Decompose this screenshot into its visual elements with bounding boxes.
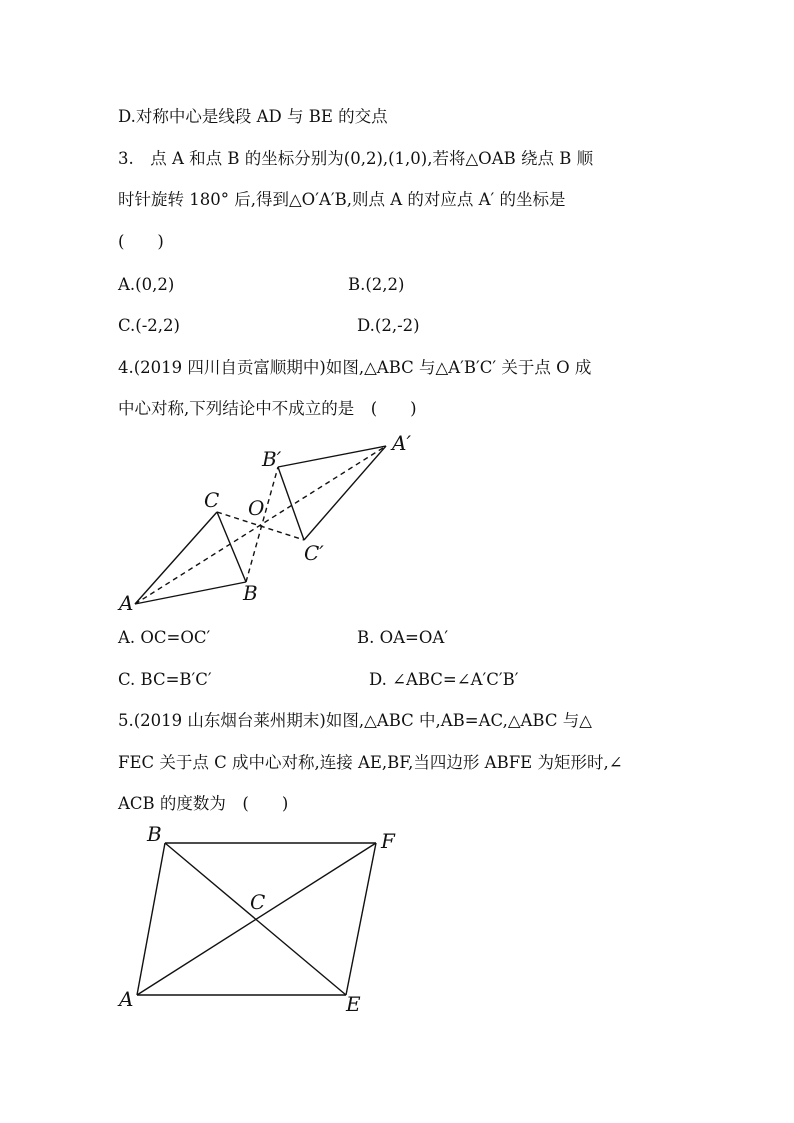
q5-label-b: B	[147, 822, 162, 846]
q4-label-c: C	[204, 488, 220, 512]
q5-label-c: C	[250, 890, 266, 914]
q4-stem-line2: 中心对称,下列结论中不成立的是 ( )	[118, 399, 417, 418]
q4-label-b-prime: B′	[262, 447, 282, 471]
q4-label-o: O	[248, 496, 265, 520]
q4-label-c-prime: C′	[304, 541, 324, 565]
q4-option-a: A. OC=OC′	[118, 628, 211, 647]
q5-label-a: A	[119, 987, 134, 1011]
q5-stem-line1: 5.(2019 山东烟台莱州期末)如图,△ABC 中,AB=AC,△ABC 与△	[118, 711, 592, 730]
q4-label-b: B	[243, 581, 258, 605]
q5-figure	[137, 843, 376, 995]
segment-ab	[137, 843, 165, 995]
q2-option-d: D.对称中心是线段 AD 与 BE 的交点	[118, 107, 388, 126]
q3-option-b: B.(2,2)	[348, 275, 405, 294]
q5-stem-line3: ACB 的度数为 ( )	[118, 794, 289, 813]
q5-stem-line2: FEC 关于点 C 成中心对称,连接 AE,BF,当四边形 ABFE 为矩形时,∠	[118, 753, 623, 772]
q3-stem-line1: 3. 点 A 和点 B 的坐标分别为(0,2),(1,0),若将△OAB 绕点 B 顺	[118, 149, 594, 168]
segment-cb	[217, 512, 246, 582]
q4-figure	[135, 446, 386, 604]
q3-option-d: D.(2,-2)	[357, 316, 420, 335]
q3-stem-line2: 时针旋转 180° 后,得到△O′A′B,则点 A 的对应点 A′ 的坐标是	[118, 190, 566, 209]
q5-label-f: F	[381, 829, 395, 853]
q3-option-a: A.(0,2)	[118, 275, 175, 294]
q4-option-c: C. BC=B′C′	[118, 670, 212, 689]
segment-af	[137, 843, 376, 995]
q4-option-d: D. ∠ABC=∠A′C′B′	[369, 670, 519, 689]
dashed-aa-prime	[135, 446, 386, 604]
q3-option-c: C.(-2,2)	[118, 316, 180, 335]
q4-option-b: B. OA=OA′	[357, 628, 449, 647]
segment-b-prime-c-prime	[278, 467, 304, 540]
segment-fe	[346, 843, 376, 995]
q4-label-a: A	[119, 591, 134, 615]
q4-stem-line1: 4.(2019 四川自贡富顺期中)如图,△ABC 与△A′B′C′ 关于点 O 成	[118, 358, 592, 377]
q5-label-e: E	[346, 992, 361, 1016]
q3-stem-line3: ( )	[118, 232, 164, 251]
q4-label-a-prime: A′	[392, 431, 411, 455]
dashed-bb-prime	[246, 467, 278, 582]
